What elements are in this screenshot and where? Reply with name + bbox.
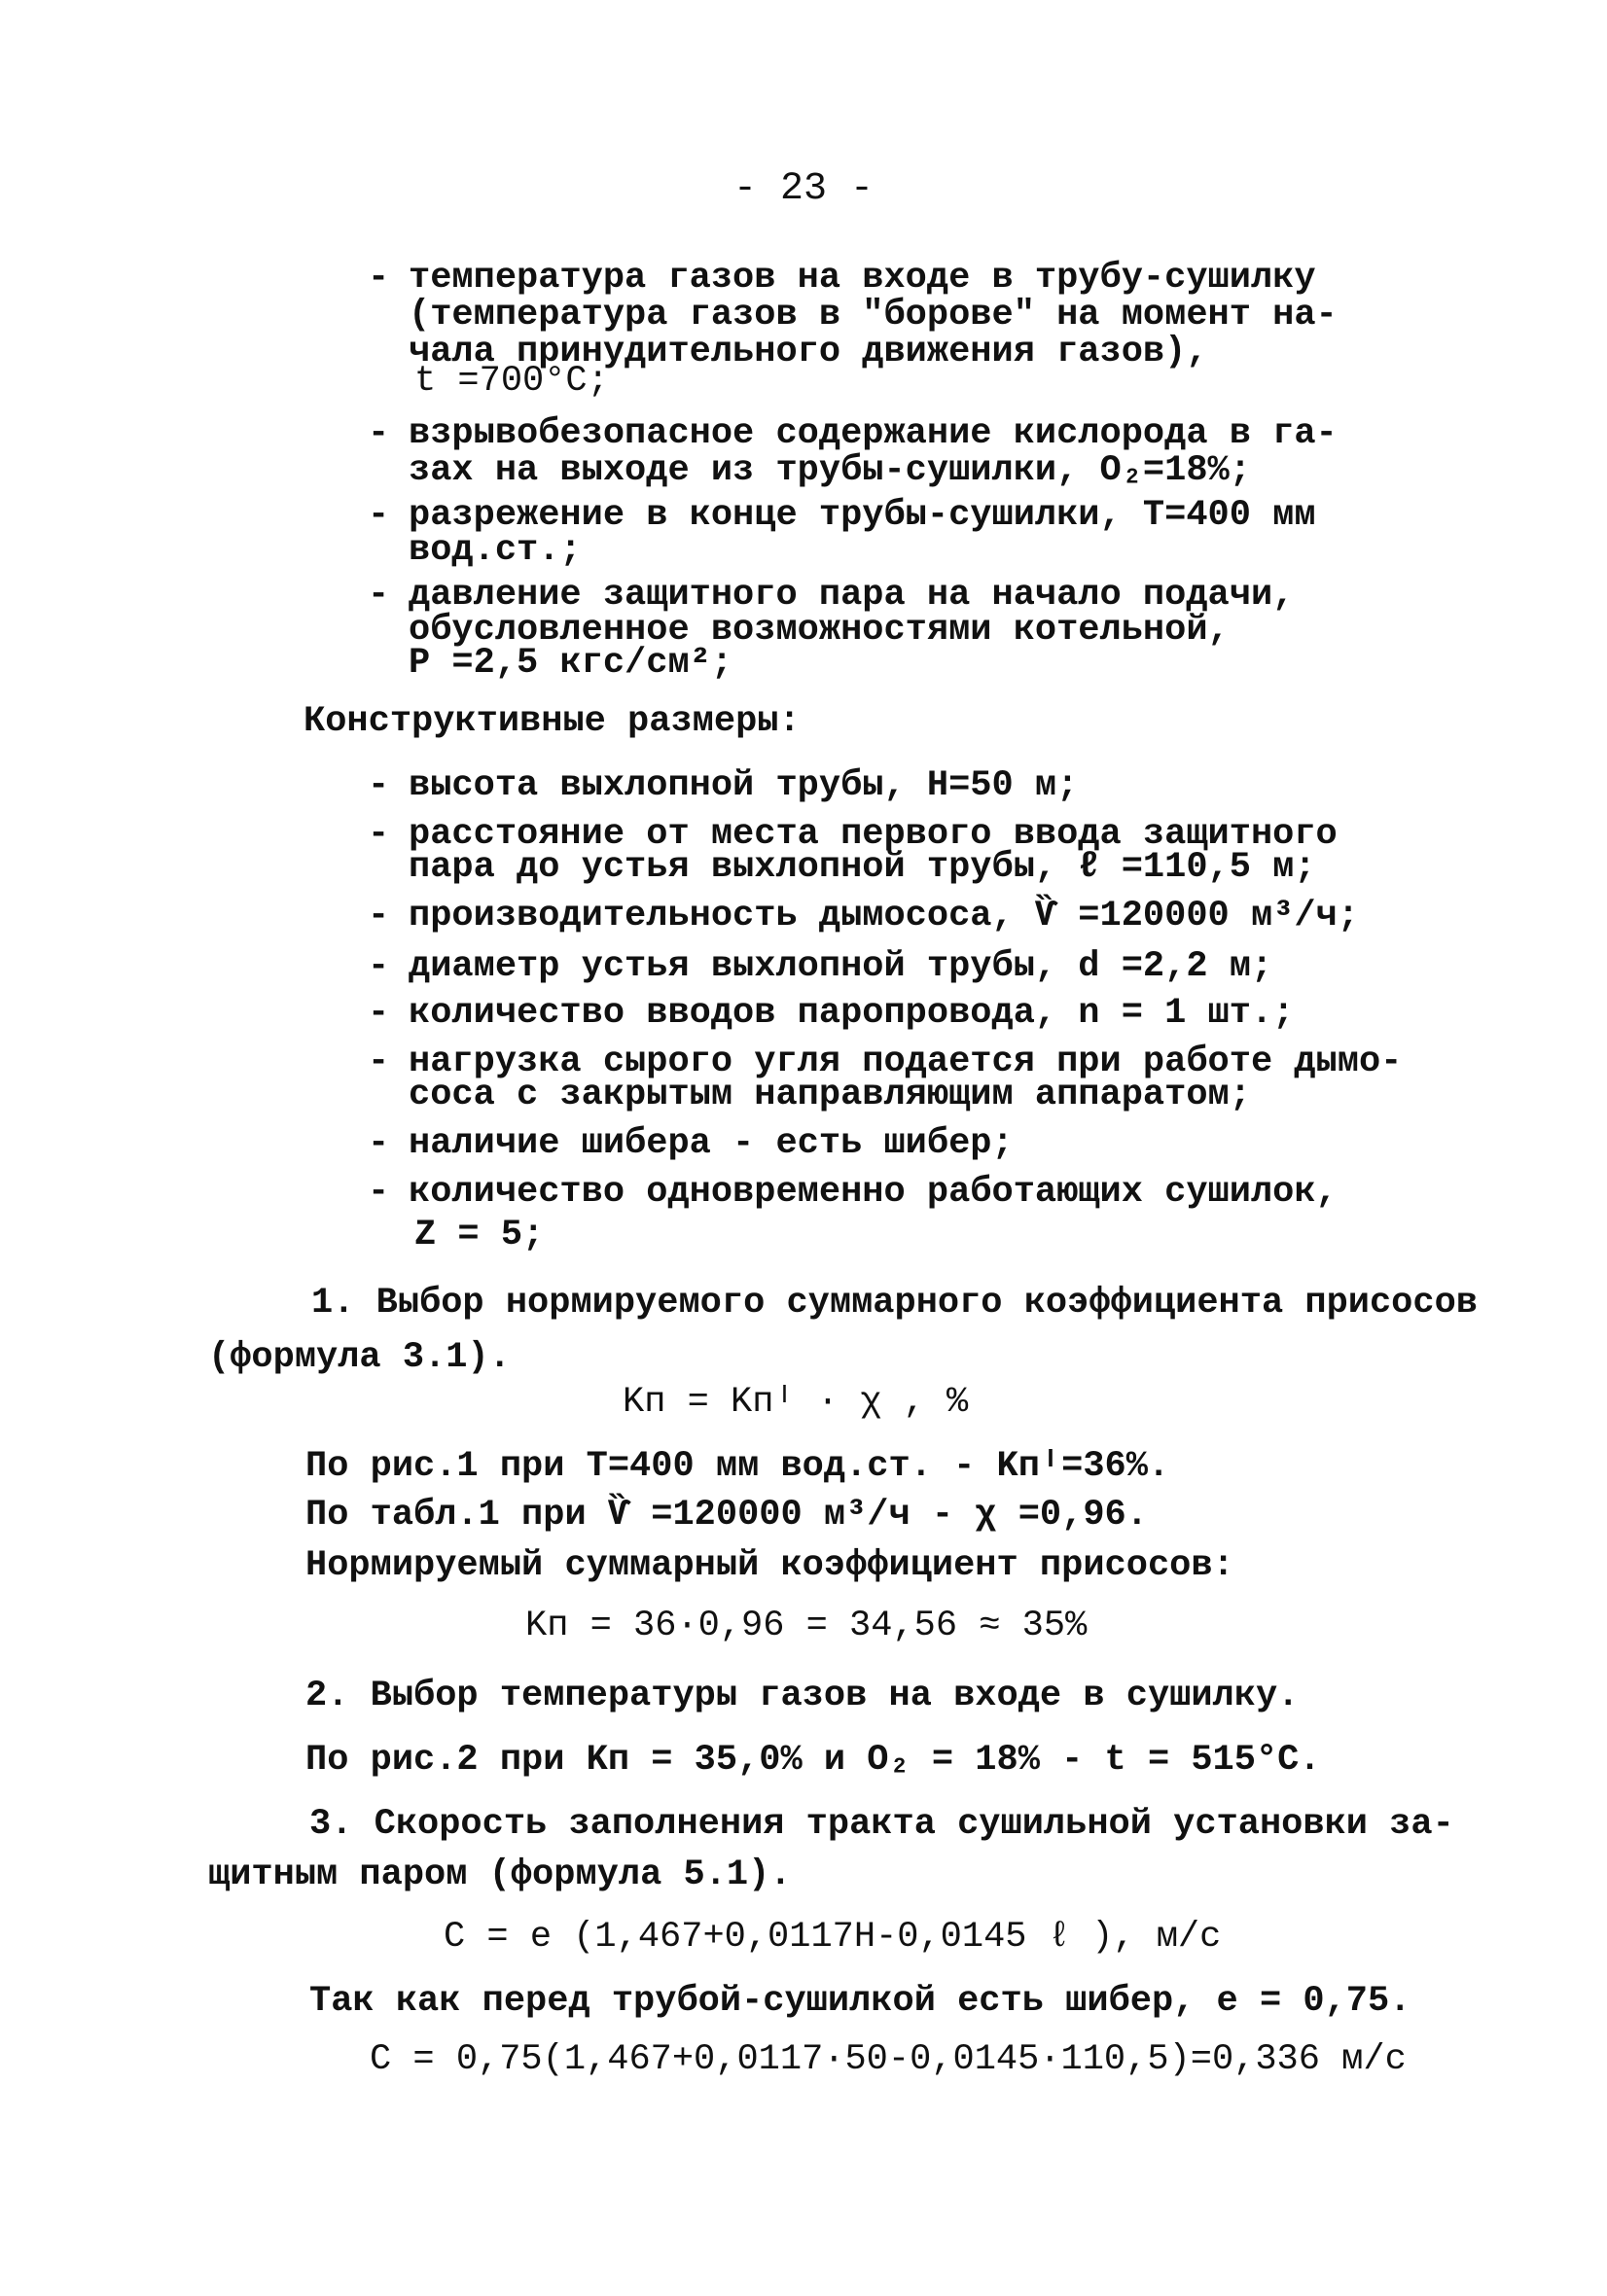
- bullet-dash: -: [368, 896, 390, 936]
- list-item-line: количество вводов паропровода, n = 1 шт.;: [409, 993, 1295, 1034]
- text-line: Нормируемый суммарный коэффициент присосов:: [305, 1545, 1234, 1586]
- section-title: щитным паром (формула 5.1).: [208, 1854, 792, 1895]
- list-item-line: пара до устья выхлопной трубы, ℓ =110,5 м;: [409, 847, 1316, 888]
- section-title: 3. Скорость заполнения тракта сушильной установки за-: [309, 1804, 1454, 1845]
- list-item-line: расстояние от места первого ввода защитного: [409, 814, 1338, 855]
- bullet-dash: -: [368, 1123, 390, 1164]
- list-item-line: coca с закрытым направляющим аппаратом;: [409, 1075, 1251, 1115]
- list-item-line: чала принудительного движения газов),: [409, 332, 1208, 372]
- section-title: 1. Выбор нормируемого суммарного коэффициента присосов: [311, 1283, 1478, 1324]
- text-line: По рис.1 при T=400 мм вод.ст. - Kпᴵ=36%.: [305, 1446, 1170, 1487]
- list-item-line: t =700°C;: [414, 361, 609, 402]
- list-item-line: давление защитного пара на начало подачи,: [409, 575, 1295, 616]
- bullet-dash: -: [368, 575, 390, 616]
- bullet-dash: -: [368, 814, 390, 855]
- list-item-line: нагрузка сырого угля подается при работе дымо-: [409, 1042, 1403, 1082]
- list-item-line: P =2,5 кгс/см²;: [409, 643, 733, 684]
- list-item-line: производительность дымососа, Ѷ =120000 м³/ч;: [409, 896, 1359, 936]
- formula-result: Kп = 36·0,96 = 34,56 ≈ 35%: [525, 1606, 1088, 1646]
- bullet-dash: -: [368, 993, 390, 1034]
- list-item-line: диаметр устья выхлопной трубы, d =2,2 м;: [409, 946, 1273, 987]
- list-item-line: вод.ст.;: [409, 530, 582, 571]
- page-number: - 23 -: [732, 167, 875, 211]
- formula: Kп = Kпᴵ · χ , %: [623, 1382, 969, 1423]
- section-title: (формула 3.1).: [208, 1337, 511, 1378]
- list-item-line: высота выхлопной трубы, H=50 м;: [409, 765, 1079, 806]
- list-item-line: взрывобезопасное содержание кислорода в га-: [409, 413, 1338, 454]
- list-item-line: (температура газов в "борове" на момент на-: [409, 295, 1338, 336]
- bullet-dash: -: [368, 413, 390, 454]
- list-item-line: температура газов на входе в трубу-сушилку: [409, 258, 1316, 299]
- list-item-line: Z = 5;: [414, 1215, 545, 1255]
- bullet-dash: -: [368, 946, 390, 987]
- text-line: По табл.1 при Ѷ =120000 м³/ч - χ =0,96.: [305, 1495, 1148, 1536]
- list-item-line: количество одновременно работающих сушилок,: [409, 1172, 1338, 1213]
- text-line: Так как перед трубой-сушилкой есть шибер, e = 0,75.: [309, 1981, 1411, 2022]
- section-title: 2. Выбор температуры газов на входе в сушилку.: [305, 1676, 1300, 1716]
- bullet-dash: -: [368, 258, 390, 299]
- section-heading: Конструктивные размеры:: [304, 701, 801, 742]
- bullet-dash: -: [368, 765, 390, 806]
- list-item-line: наличие шибера - есть шибер;: [409, 1123, 1014, 1164]
- text-line: По рис.2 при Kп = 35,0% и O₂ = 18% - t = 515°C.: [305, 1740, 1321, 1781]
- bullet-dash: -: [368, 1042, 390, 1082]
- list-item-line: обусловленное возможностями котельной,: [409, 610, 1230, 651]
- list-item-line: разрежение в конце трубы-сушилки, T=400 мм: [409, 495, 1316, 536]
- bullet-dash: -: [368, 495, 390, 536]
- formula: C = e (1,467+0,0117H-0,0145 ℓ ), м/с: [444, 1917, 1222, 1958]
- list-item-line: зах на выходе из трубы-сушилки, O₂=18%;: [409, 450, 1251, 491]
- formula-result: C = 0,75(1,467+0,0117·50-0,0145·110,5)=0,336 м/с: [370, 2039, 1407, 2080]
- bullet-dash: -: [368, 1172, 390, 1213]
